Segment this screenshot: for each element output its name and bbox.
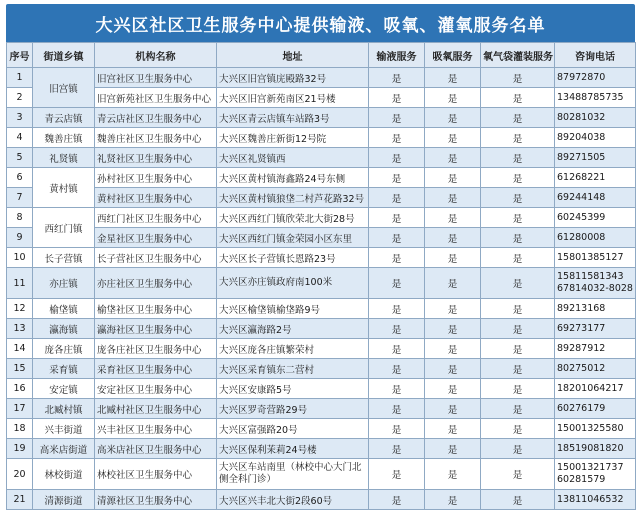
row-phone: 89204038 [555,128,636,148]
row-address: 大兴区礼贤镇西 [217,148,369,168]
row-org-name: 安定社区卫生服务中心 [95,379,217,399]
col-header-address: 地址 [217,43,369,68]
row-org-name: 长子营社区卫生服务中心 [95,248,217,268]
row-number: 16 [7,379,33,399]
row-address: 大兴区富强路20号 [217,419,369,439]
row-oxygen: 是 [425,208,481,228]
col-header-phone: 咨询电话 [555,43,636,68]
row-oxygen-bag: 是 [481,208,555,228]
row-org-name: 金星社区卫生服务中心 [95,228,217,248]
table-header-row [7,43,636,68]
row-address: 大兴区瀛海路2号 [217,319,369,339]
row-number: 15 [7,359,33,379]
row-address: 大兴区兴丰北大街2段60号 [217,490,369,510]
table-row [7,359,636,379]
table-row [7,439,636,459]
row-address: 大兴区西红门镇欣荣北大街28号 [217,208,369,228]
row-town: 榆垡镇 [33,299,95,319]
row-address: 大兴区庞各庄镇繁荣村 [217,339,369,359]
row-oxygen: 是 [425,439,481,459]
row-phone: 15801385127 [555,248,636,268]
row-oxygen-bag: 是 [481,359,555,379]
table-row [7,148,636,168]
row-address: 大兴区安康路5号 [217,379,369,399]
row-org-name: 西红门社区卫生服务中心 [95,208,217,228]
row-oxygen: 是 [425,108,481,128]
row-infusion: 是 [369,379,425,399]
row-infusion: 是 [369,439,425,459]
row-oxygen-bag: 是 [481,339,555,359]
page-title: 大兴区社区卫生服务中心提供输液、吸氧、灌氧服务名单 [6,4,635,42]
table-row [7,379,636,399]
table-row [7,490,636,510]
row-phone: 69273177 [555,319,636,339]
row-phone: 80275012 [555,359,636,379]
row-oxygen-bag: 是 [481,439,555,459]
row-oxygen: 是 [425,148,481,168]
row-phone: 89287912 [555,339,636,359]
table-row [7,128,636,148]
row-oxygen-bag: 是 [481,459,555,490]
row-address: 大兴区罗奇营路29号 [217,399,369,419]
row-town: 礼贤镇 [33,148,95,168]
row-infusion: 是 [369,339,425,359]
table-row [7,419,636,439]
row-number: 5 [7,148,33,168]
row-phone: 15811581343 67814032-8028 [555,268,636,299]
row-number: 19 [7,439,33,459]
row-oxygen: 是 [425,399,481,419]
row-oxygen-bag: 是 [481,228,555,248]
row-org-name: 亦庄社区卫生服务中心 [95,268,217,299]
row-infusion: 是 [369,248,425,268]
row-infusion: 是 [369,68,425,88]
row-town: 北臧村镇 [33,399,95,419]
row-oxygen: 是 [425,299,481,319]
row-phone: 87972870 [555,68,636,88]
table-row [7,399,636,419]
row-oxygen: 是 [425,319,481,339]
row-town: 庞各庄镇 [33,339,95,359]
row-oxygen-bag: 是 [481,399,555,419]
row-phone: 15001321737 60281579 [555,459,636,490]
row-number: 13 [7,319,33,339]
services-table [6,42,636,510]
row-org-name: 旧宫社区卫生服务中心 [95,68,217,88]
row-oxygen: 是 [425,88,481,108]
row-org-name: 林校社区卫生服务中心 [95,459,217,490]
row-org-name: 旧宫新苑社区卫生服务中心 [95,88,217,108]
row-town: 亦庄镇 [33,268,95,299]
row-number: 6 [7,168,33,188]
row-town: 采育镇 [33,359,95,379]
row-phone: 60276179 [555,399,636,419]
row-number: 1 [7,68,33,88]
col-header-oxygen-bag: 氧气袋灌装服务 [481,43,555,68]
row-address: 大兴区采育镇东二营村 [217,359,369,379]
table-row [7,459,636,490]
row-address: 大兴区黄村镇海鑫路24号东侧 [217,168,369,188]
row-oxygen-bag: 是 [481,168,555,188]
table-row [7,168,636,188]
row-org-name: 青云店社区卫生服务中心 [95,108,217,128]
row-org-name: 瀛海社区卫生服务中心 [95,319,217,339]
row-infusion: 是 [369,128,425,148]
row-town: 林校街道 [33,459,95,490]
table-row [7,188,636,208]
row-oxygen-bag: 是 [481,379,555,399]
row-org-name: 榆垡社区卫生服务中心 [95,299,217,319]
row-infusion: 是 [369,88,425,108]
col-header-no: 序号 [7,43,33,68]
row-org-name: 礼贤社区卫生服务中心 [95,148,217,168]
row-number: 20 [7,459,33,490]
row-address: 大兴区车站南里（林校中心大门北侧全科门诊） [217,459,369,490]
row-org-name: 兴丰社区卫生服务中心 [95,419,217,439]
row-infusion: 是 [369,490,425,510]
table-row [7,299,636,319]
table-row [7,208,636,228]
row-address: 大兴区旧宫镇庑殿路32号 [217,68,369,88]
row-number: 7 [7,188,33,208]
row-org-name: 庞各庄社区卫生服务中心 [95,339,217,359]
row-infusion: 是 [369,268,425,299]
row-oxygen: 是 [425,248,481,268]
table-row [7,228,636,248]
row-town: 魏善庄镇 [33,128,95,148]
row-number: 10 [7,248,33,268]
row-oxygen-bag: 是 [481,128,555,148]
table-row [7,339,636,359]
row-oxygen: 是 [425,228,481,248]
row-infusion: 是 [369,188,425,208]
row-oxygen: 是 [425,188,481,208]
row-phone: 89213168 [555,299,636,319]
row-town: 瀛海镇 [33,319,95,339]
row-phone: 80281032 [555,108,636,128]
row-number: 11 [7,268,33,299]
row-oxygen: 是 [425,419,481,439]
row-phone: 89271505 [555,148,636,168]
row-org-name: 清源社区卫生服务中心 [95,490,217,510]
row-oxygen-bag: 是 [481,319,555,339]
table-row [7,319,636,339]
col-header-oxygen: 吸氧服务 [425,43,481,68]
row-town: 安定镇 [33,379,95,399]
table-row [7,248,636,268]
row-oxygen: 是 [425,459,481,490]
row-oxygen-bag: 是 [481,68,555,88]
row-address: 大兴区保利茉莉24号楼 [217,439,369,459]
row-number: 12 [7,299,33,319]
row-org-name: 黄村社区卫生服务中心 [95,188,217,208]
row-phone: 61268221 [555,168,636,188]
row-infusion: 是 [369,359,425,379]
row-town: 青云店镇 [33,108,95,128]
row-oxygen: 是 [425,68,481,88]
row-number: 3 [7,108,33,128]
col-header-org: 机构名称 [95,43,217,68]
row-org-name: 高米店社区卫生服务中心 [95,439,217,459]
row-phone: 18201064217 [555,379,636,399]
row-oxygen-bag: 是 [481,268,555,299]
services-list [6,4,635,510]
row-town: 长子营镇 [33,248,95,268]
row-org-name: 魏善庄社区卫生服务中心 [95,128,217,148]
row-town: 西红门镇 [33,208,95,248]
row-oxygen: 是 [425,339,481,359]
row-oxygen: 是 [425,359,481,379]
row-org-name: 采育社区卫生服务中心 [95,359,217,379]
row-oxygen: 是 [425,168,481,188]
row-address: 大兴区旧宫新苑南区21号楼 [217,88,369,108]
row-org-name: 孙村社区卫生服务中心 [95,168,217,188]
row-oxygen-bag: 是 [481,148,555,168]
row-infusion: 是 [369,319,425,339]
row-address: 大兴区西红门镇金荣园小区东里 [217,228,369,248]
row-oxygen-bag: 是 [481,108,555,128]
row-infusion: 是 [369,419,425,439]
table-row [7,268,636,299]
row-number: 17 [7,399,33,419]
row-town: 高米店街道 [33,439,95,459]
row-oxygen-bag: 是 [481,490,555,510]
col-header-town: 街道乡镇 [33,43,95,68]
col-header-infusion: 输液服务 [369,43,425,68]
row-address: 大兴区黄村镇狼垡二村芦花路32号 [217,188,369,208]
row-town: 黄村镇 [33,168,95,208]
row-town: 兴丰街道 [33,419,95,439]
row-town: 旧宫镇 [33,68,95,108]
row-oxygen-bag: 是 [481,248,555,268]
row-org-name: 北臧村社区卫生服务中心 [95,399,217,419]
row-infusion: 是 [369,208,425,228]
row-address: 大兴区魏善庄新街12号院 [217,128,369,148]
row-infusion: 是 [369,399,425,419]
row-number: 21 [7,490,33,510]
row-number: 14 [7,339,33,359]
row-oxygen-bag: 是 [481,88,555,108]
row-phone: 18519081820 [555,439,636,459]
row-phone: 69244148 [555,188,636,208]
row-address: 大兴区长子营镇长恩路23号 [217,248,369,268]
row-oxygen: 是 [425,128,481,148]
row-oxygen: 是 [425,379,481,399]
row-address: 大兴区榆垡镇榆垡路9号 [217,299,369,319]
row-infusion: 是 [369,148,425,168]
row-town: 清源街道 [33,490,95,510]
row-phone: 13488785735 [555,88,636,108]
row-infusion: 是 [369,108,425,128]
row-infusion: 是 [369,299,425,319]
row-phone: 61280008 [555,228,636,248]
row-phone: 15001325580 [555,419,636,439]
row-number: 18 [7,419,33,439]
table-row [7,68,636,88]
row-phone: 60245399 [555,208,636,228]
row-infusion: 是 [369,168,425,188]
row-oxygen: 是 [425,268,481,299]
table-row [7,88,636,108]
row-oxygen: 是 [425,490,481,510]
row-oxygen-bag: 是 [481,299,555,319]
row-oxygen-bag: 是 [481,419,555,439]
row-infusion: 是 [369,459,425,490]
row-number: 2 [7,88,33,108]
table-row [7,108,636,128]
row-address: 大兴区青云店镇车站路3号 [217,108,369,128]
row-number: 9 [7,228,33,248]
row-number: 4 [7,128,33,148]
row-address: 大兴区亦庄镇政府南100米 [217,268,369,299]
row-infusion: 是 [369,228,425,248]
row-phone: 13811046532 [555,490,636,510]
row-number: 8 [7,208,33,228]
row-oxygen-bag: 是 [481,188,555,208]
